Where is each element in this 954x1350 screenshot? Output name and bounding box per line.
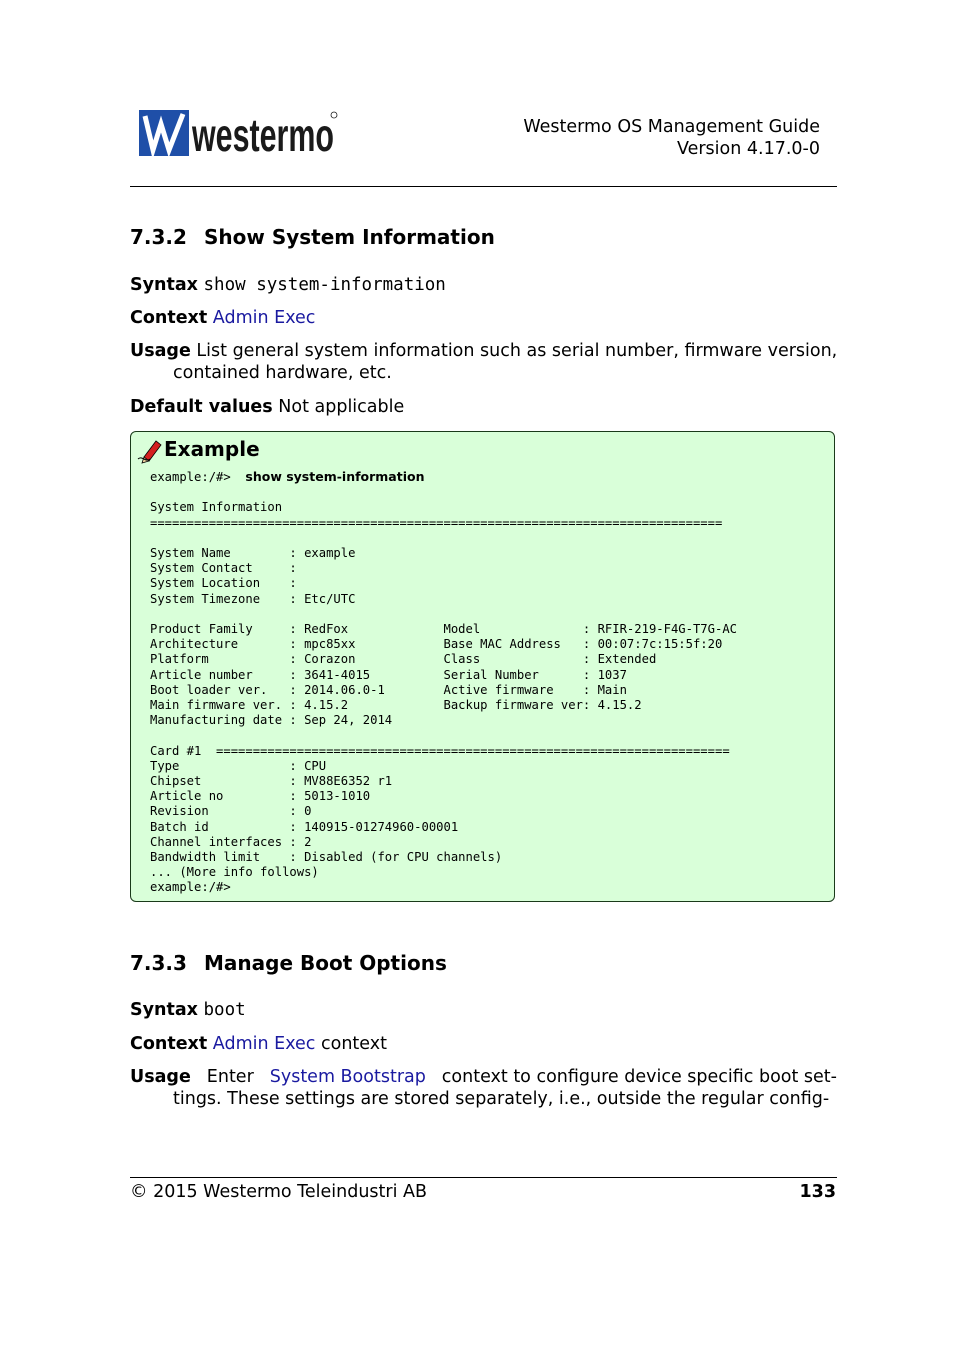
header-title-block — [523, 116, 820, 160]
usage-line — [130, 1067, 837, 1087]
usage-pre: Enter — [206, 1067, 254, 1087]
usage-text: List general system information such as serial number, firmware version, — [196, 341, 838, 361]
example-command: show system-information — [245, 469, 425, 484]
usage-post: context to configure device specific boot set- — [441, 1067, 837, 1087]
syntax-value: boot — [203, 1000, 246, 1020]
context-suffix: context — [320, 1034, 387, 1054]
logo-wordmark: westermo — [191, 109, 334, 161]
pen-icon — [136, 437, 164, 465]
example-output: System Information ============================================================================== System Name : example System Contact : System Location : System Timezone : Etc/UTC Product Family : RedFox Model : RFIR-219-F4G-T7G-AC Architecture : mpc85xx Base MAC Address : 00:07:7c:15:5f:20 Platform : Corazon Class : Extended Article number : 3641-4015 Serial Number : 1037 Boot loader ver. : 2014.06.0-1 Active firmware : Main Main firmware ver. : 4.15.2 Backup firmware ver: 4.15.2 Manufacturing date : Sep 24, 2014 Card #1 ====================================================================== Type : CPU Chipset : MV88E6352 r1 Article no : 5013-1010 Revision : 0 Batch id : 140915-01274960-00001 Channel interfaces : 2 Bandwidth limit : Disabled (for CPU channels) ... (More info follows) example:/#> — [150, 500, 737, 895]
guide-version: Version 4.17.0-0 — [676, 139, 820, 159]
context-link-admin-exec[interactable]: Admin Exec — [212, 308, 316, 328]
usage-text-continued: tings. These settings are stored separately, i.e., outside the regular config- — [173, 1089, 830, 1109]
guide-title: Westermo OS Management Guide — [523, 117, 820, 137]
usage-link-system-bootstrap[interactable]: System Bootstrap — [269, 1067, 426, 1087]
usage-line — [130, 341, 837, 361]
default-values-value: Not applicable — [278, 397, 405, 417]
default-values-line — [130, 397, 404, 417]
footer-copyright — [130, 1182, 427, 1202]
usage-label: Usage — [130, 1067, 191, 1087]
footer-rule — [130, 1177, 837, 1178]
syntax-line — [130, 1000, 246, 1020]
page-number: 133 — [799, 1182, 836, 1202]
section-title: Manage Boot Options — [204, 951, 447, 975]
default-values-label: Default values — [130, 397, 273, 417]
copyright-icon: © — [130, 1182, 148, 1202]
section-heading-show-system-info — [130, 225, 495, 249]
syntax-line — [130, 275, 446, 295]
example-prompt: example:/#> — [150, 470, 246, 484]
westermo-logo — [139, 109, 339, 161]
section-number: 7.3.2 — [130, 225, 187, 249]
section-heading-manage-boot — [130, 951, 447, 975]
syntax-label: Syntax — [130, 1000, 198, 1020]
context-line — [130, 1034, 387, 1054]
context-label: Context — [130, 308, 208, 328]
syntax-value: show system-information — [203, 275, 446, 295]
context-line — [130, 308, 315, 328]
section-number: 7.3.3 — [130, 951, 187, 975]
usage-text-continued: contained hardware, etc. — [173, 363, 392, 383]
context-label: Context — [130, 1034, 208, 1054]
usage-label: Usage — [130, 341, 191, 361]
context-link-admin-exec[interactable]: Admin Exec — [212, 1034, 316, 1054]
example-title: Example — [164, 437, 260, 461]
header-rule — [130, 186, 837, 187]
westermo-logo-icon — [139, 109, 339, 161]
section-title: Show System Information — [204, 225, 495, 249]
syntax-label: Syntax — [130, 275, 198, 295]
example-code-block — [150, 469, 737, 896]
copyright-text: 2015 Westermo Teleindustri AB — [153, 1182, 428, 1202]
